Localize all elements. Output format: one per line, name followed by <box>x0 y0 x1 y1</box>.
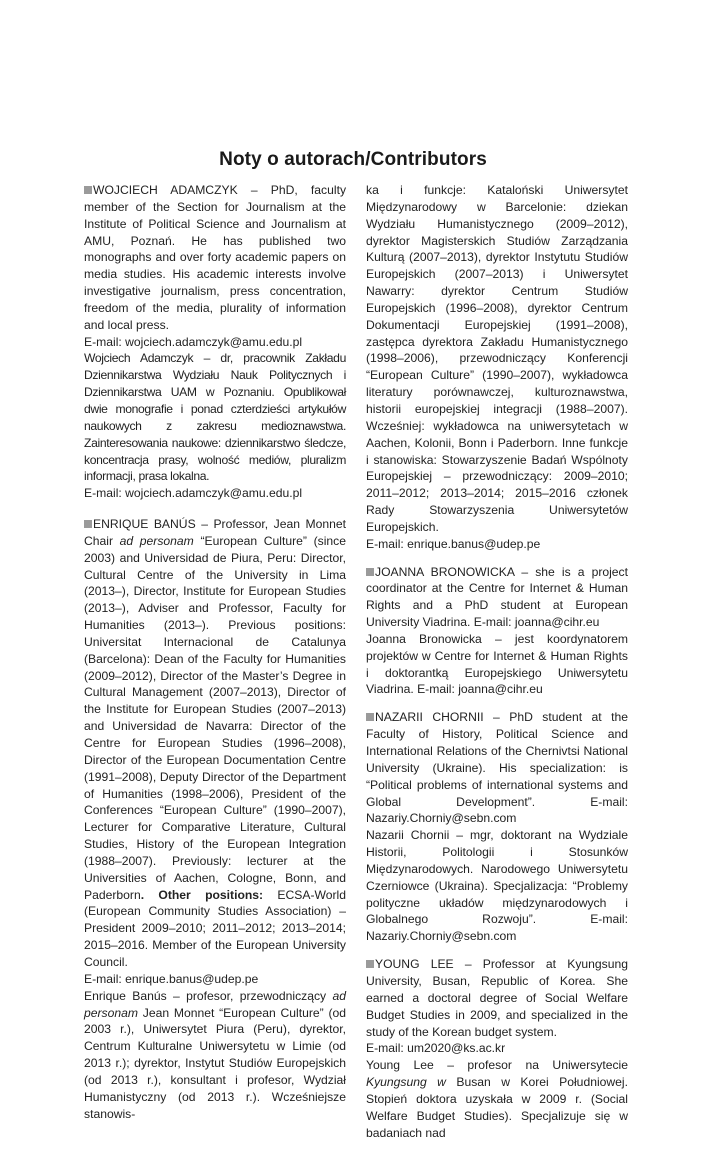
bullet-square-icon <box>366 960 374 968</box>
bio-lee-pl: Young Lee – profesor na Uniwersytecie Kyungsung w Busan w Korei Południowej. Stopień doktora uzyskała w 2009 r. (Social Welfare Budget Studies). Specjalizuje się w badaniach nad <box>366 1058 628 1140</box>
bio-banus-en: ENRIQUE BANÚS – Professor, Jean Monnet Chair ad personam “European Culture” (since 2003) and Universidad de Piura, Peru: Director, Cultural Centre of the University in Lima (2013–), Director, Institute for European Studies (2013–), Adviser and Professor, Faculty for Humanities (2013–). Previous positions: Universitat Internacional de Catalunya (Barcelona): Dean of the Faculty for Humanities (2009–2012), Director of the Master’s Degree in Cultural Management (2007–2013), Director of the Institute for European Studies (2007–2013) and Universidad de Navarra: Director of the Centre for European Studies (1996–2008), Director of the European Documentation Centre (1991–2008), Deputy Director of the Department of Humanities (1998–2006), President of the Conferences “European Culture” (1990–2007), Lecturer for Comparative Literature, Cultural Studies, History of the European Integration (1988–2007). Previously: lecturer at the Universities of Aachen, Cologne, Bonn, and Paderborn. Other positions: ECSA-World (European Community Studies Association) – President 2009–2010; 2011–2012; 2013–2014; 2015–2016. Member of the European University Council. <box>84 517 346 969</box>
right-column <box>366 182 628 1152</box>
bio-bronowicka-en: JOANNA BRONOWICKA – she is a project coordinator at the Centre for Internet & Human Rights and a PhD student at European University Viadrina. E-mail: joanna@cihr.eu <box>366 564 629 630</box>
bio-email: E-mail: wojciech.adamczyk@amu.edu.pl <box>84 486 303 501</box>
bio-banus-pl: Enrique Banús – profesor, przewodniczący ad personam Jean Monnet “European Culture” (od 2003 r.), Uniwersytet Piura (Peru), dyrektor, Centrum Kulturalne Uniwersytetu w Limie (od 2013 r.); dyrektor, Instytut Studiów Europejskich (od 2013 r.), konsultant i profesor, Wydział Humanistyczny (od 2013 r.). Wcześniejsze stanowis- <box>84 988 346 1121</box>
bio-name: WOJCIECH ADAMCZYK <box>93 183 238 197</box>
bio-banus-pl-continued: ka i funkcje: Kataloński Uniwersytet Międzynarodowy w Barcelonie: dziekan Wydziału Humanistycznego (2009–2012), dyrektor Magisterskich Studiów Zarządzania Kulturą (2007–2013), dyrektor Instytutu Studiów Europejskich (2007–2013) i Uniwersytet Nawarry: dyrektor Centrum Studiów Europejskich (1996–2008), dyrektor Centrum Dokumentacji Europejskiej (1991–2008), zastępca dyrektora Zakładu Humanistycznego (1998–2006), przewodniczący Konferencji “European Culture” (1990–2007), wykładowca literatury porównawczej, kulturoznawstwa, historii europejskiej integracji (1988–2007). Wcześniej: wykładowca na uniwersytetach w Aachen, Kolonii, Bonn i Paderborn. Inne funkcje i stanowiska: Stowarzyszenie Badań Wspólnoty Europejskiej – przewodniczący: 2009–2010; 2011–2012; 2013–2014; 2015–2016 członek Rady Stowarzyszenia Uniwersytetów Europejskich. <box>366 183 628 534</box>
bio-name: JOANNA BRONOWICKA <box>375 564 515 579</box>
bullet-square-icon <box>84 520 92 528</box>
bio-name: ENRIQUE BANÚS <box>93 517 196 532</box>
bio-lee <box>366 956 628 1141</box>
bio-name: YOUNG LEE <box>375 957 454 972</box>
bio-adamczyk-pl: Wojciech Adamczyk – dr, pracownik Zakładu Dziennikarstwa Wydziału Nauk Politycznych i Dziennikarstwa UAM w Poznaniu. Opublikował dwie monografie i ponad czterdzieści artykułów naukowych z zakresu medioznawstwa. Zainteresowania naukowe: dziennikarstwo śledcze, koncentracja prasy, wolność mediów, pluralizm informacji, prasa lokalna. <box>84 351 346 484</box>
bio-email: E-mail: um2020@ks.ac.kr <box>366 1041 506 1056</box>
bio-email: E-mail: enrique.banus@udep.pe <box>84 971 259 986</box>
bio-bronowicka-pl: Joanna Bronowicka – jest koordynatorem projektów w Centre for Internet & Human Rights i doktorantką Europejskiego Uniwersytetu Viadrina. E-mail: joanna@cihr.eu <box>366 631 628 697</box>
bio-email: E-mail: wojciech.adamczyk@amu.edu.pl <box>84 334 303 349</box>
bio-bronowicka <box>366 564 628 699</box>
bullet-square-icon <box>366 713 374 721</box>
bio-lee-en: YOUNG LEE – Professor at Kyungsung University, Busan, Republic of Korea. She earned a doctoral degree of Social Welfare Budget Studies in 2009, and specialized in the study of the Korean budget system. <box>366 957 628 1039</box>
page-title: Noty o autorach/Contributors <box>219 148 487 170</box>
bio-banus-continued <box>366 182 628 553</box>
bio-chornii <box>366 709 628 945</box>
bio-adamczyk-en: WOJCIECH ADAMCZYK – PhD, faculty member of the Section for Journalism at the Institute of Political Science and Journalism at AMU, Poznań. He has published two monographs and over forty academic papers on media studies. His academic interests involve investigative journalism, press concentration, freedom of the media, plurality of information and local press. <box>84 183 347 332</box>
bio-chornii-pl: Nazarii Chornii – mgr, doktorant na Wydziale Historii, Politologii i Stosunków Międzynarodowych. Narodowego Uniwersytetu Czerniowce (Ukraina). Specjalizacja: “Problemy polityczne układów międzynarodowych i Globalnego Rozwoju”. E-mail: Nazariy.Chorniy@sebn.com <box>366 828 628 944</box>
bio-chornii-en: NAZARII CHORNII – PhD student at the Faculty of History, Political Science and International Relations of the Chernivtsi National University (Ukraine). His specialization: is “Political problems of international systems and Global Development”. E-mail: Nazariy.Chorniy@sebn.com <box>366 710 628 826</box>
bullet-square-icon <box>366 568 374 576</box>
bio-adamczyk <box>84 182 346 502</box>
bullet-square-icon <box>84 186 92 194</box>
bio-banus <box>84 516 346 1122</box>
bio-name: NAZARII CHORNII <box>375 710 484 725</box>
left-column <box>84 182 346 1135</box>
bio-email: E-mail: enrique.banus@udep.pe <box>366 536 541 551</box>
